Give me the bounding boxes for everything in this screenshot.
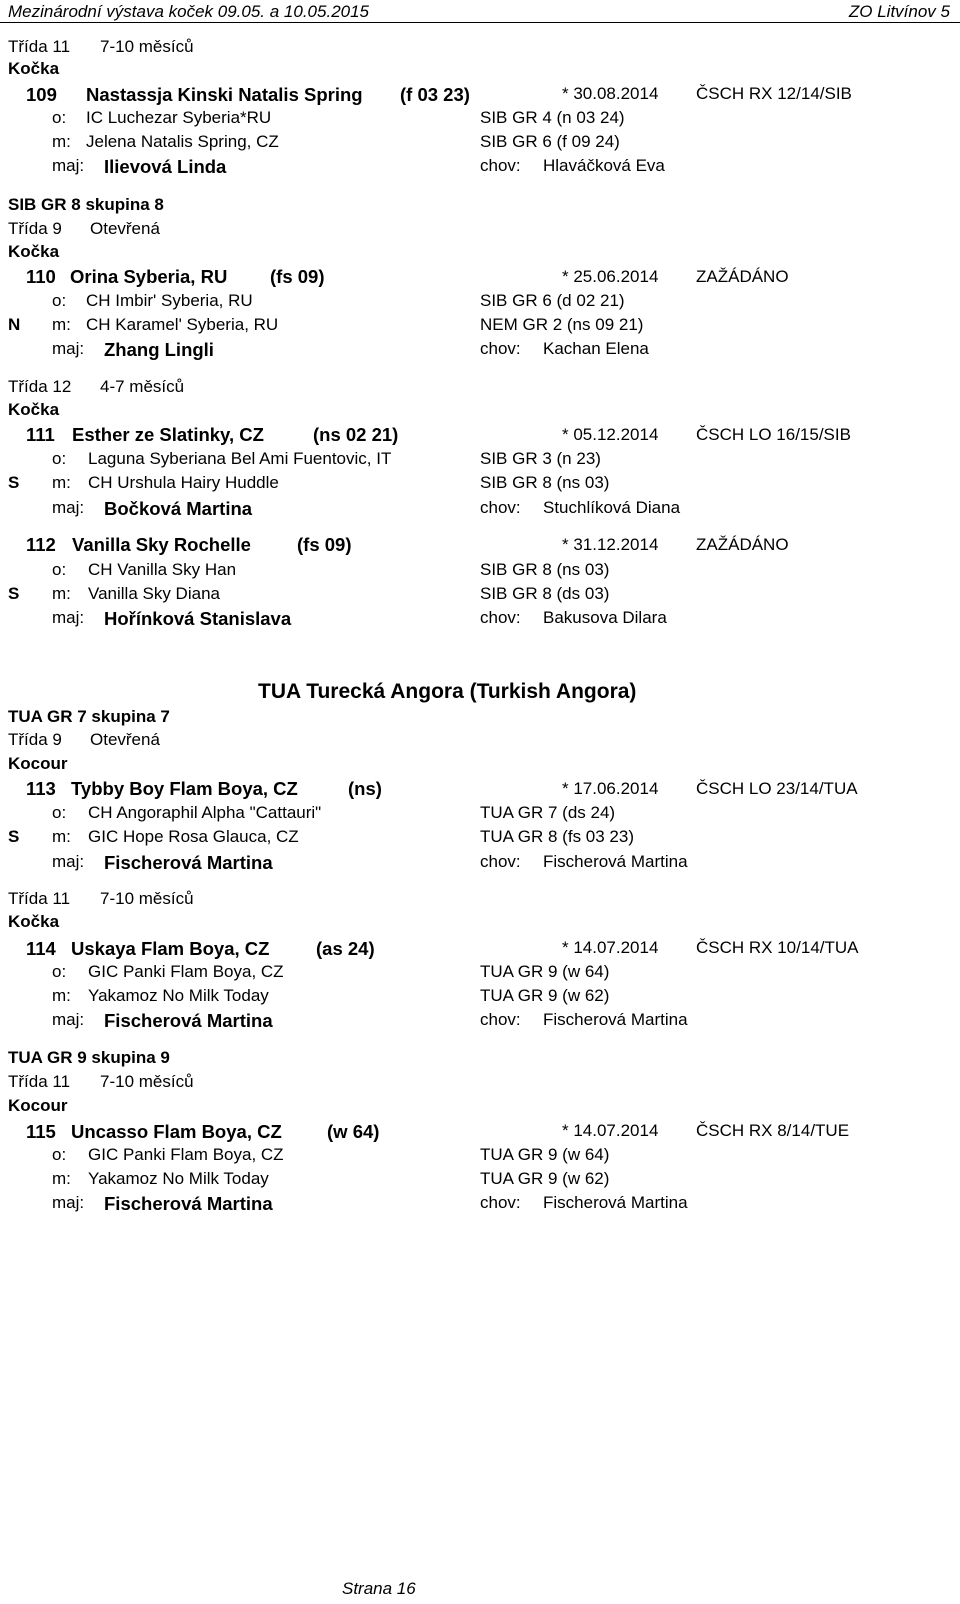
father-label: o: <box>52 560 67 579</box>
mother-label: m: <box>52 827 71 846</box>
class-value: 7-10 měsíců <box>100 889 194 908</box>
father-code: SIB GR 6 (d 02 21) <box>480 291 625 310</box>
entry-name: Vanilla Sky Rochelle <box>72 534 251 555</box>
class-value: 4-7 měsíců <box>100 377 185 396</box>
father-name: CH Angoraphil Alpha "Cattauri" <box>88 803 322 822</box>
mother-name: CH Karamel' Syberia, RU <box>86 315 279 334</box>
entry-reg: ČSCH RX 10/14/TUA <box>696 938 859 957</box>
entry-color: (fs 09) <box>297 534 352 555</box>
father-label: o: <box>52 108 67 127</box>
mother-name: Yakamoz No Milk Today <box>88 986 269 1005</box>
mother-label: m: <box>52 1169 71 1188</box>
entry-name: Uskaya Flam Boya, CZ <box>71 938 270 959</box>
mother-code: TUA GR 9 (w 62) <box>480 1169 610 1188</box>
owner-label: maj: <box>52 156 85 175</box>
entry-born: * 30.08.2014 <box>562 84 659 103</box>
entry-number: 115 <box>26 1121 56 1142</box>
breeder-name: Kachan Elena <box>543 339 649 358</box>
father-code: SIB GR 8 (ns 03) <box>480 560 610 579</box>
owner-name: Fischerová Martina <box>104 1193 273 1214</box>
breed-title: TUA Turecká Angora (Turkish Angora) <box>258 680 637 703</box>
entry-reg: ČSCH LO 23/14/TUA <box>696 779 858 798</box>
father-label: o: <box>52 962 67 981</box>
entry-born: * 14.07.2014 <box>562 1121 659 1140</box>
mother-code: SIB GR 8 (ns 03) <box>480 473 610 492</box>
father-label: o: <box>52 803 67 822</box>
father-label: o: <box>52 449 67 468</box>
mother-name: CH Urshula Hairy Huddle <box>88 473 279 492</box>
sex-label: Kočka <box>8 912 60 931</box>
breeder-name: Hlaváčková Eva <box>543 156 665 175</box>
entry-name: Uncasso Flam Boya, CZ <box>71 1121 282 1142</box>
owner-label: maj: <box>52 1010 85 1029</box>
class-value: Otevřená <box>90 730 160 749</box>
sex-label: Kočka <box>8 242 60 261</box>
entry-color: (fs 09) <box>270 266 325 287</box>
entry-reg: ZAŽÁDÁNO <box>696 267 789 286</box>
entry-reg: ZAŽÁDÁNO <box>696 535 789 554</box>
breeder-label: chov: <box>480 852 521 871</box>
breeder-name: Fischerová Martina <box>543 1010 688 1029</box>
owner-name: Bočková Martina <box>104 498 253 519</box>
sex-label: Kočka <box>8 400 60 419</box>
entry-name: Nastassja Kinski Natalis Spring <box>86 84 363 105</box>
mother-name: Yakamoz No Milk Today <box>88 1169 269 1188</box>
group-header: TUA GR 9 skupina 9 <box>8 1048 170 1067</box>
father-code: TUA GR 9 (w 64) <box>480 962 610 981</box>
entry-mark: S <box>8 473 20 492</box>
entry-reg: ČSCH RX 8/14/TUE <box>696 1121 850 1140</box>
owner-name: Fischerová Martina <box>104 1010 273 1031</box>
class-value: 7-10 měsíců <box>100 37 194 56</box>
entry-mark: N <box>8 315 21 334</box>
owner-label: maj: <box>52 498 85 517</box>
entry-number: 111 <box>26 424 55 445</box>
mother-label: m: <box>52 584 71 603</box>
breeder-label: chov: <box>480 156 521 175</box>
page-number: Strana 16 <box>342 1579 416 1598</box>
owner-label: maj: <box>52 608 85 627</box>
breeder-name: Fischerová Martina <box>543 852 688 871</box>
father-name: GIC Panki Flam Boya, CZ <box>88 1145 284 1164</box>
mother-name: Vanilla Sky Diana <box>88 584 220 603</box>
entry-color: (ns 02 21) <box>313 424 399 445</box>
breeder-name: Stuchlíková Diana <box>543 498 681 517</box>
father-label: o: <box>52 1145 67 1164</box>
entry-number: 112 <box>26 534 56 555</box>
father-name: Laguna Syberiana Bel Ami Fuentovic, IT <box>88 449 392 468</box>
class-label: Třída 9 <box>8 730 62 749</box>
owner-name: Zhang Lingli <box>104 339 214 360</box>
father-name: CH Imbir' Syberia, RU <box>86 291 253 310</box>
group-header: TUA GR 7 skupina 7 <box>8 707 170 726</box>
entry-number: 114 <box>26 938 56 959</box>
breeder-label: chov: <box>480 608 521 627</box>
owner-label: maj: <box>52 852 85 871</box>
class-value: Otevřená <box>90 219 160 238</box>
entry-born: * 14.07.2014 <box>562 938 659 957</box>
header-title: Mezinárodní výstava koček 09.05. a 10.05.2015 <box>8 2 370 21</box>
entry-color: (w 64) <box>327 1121 380 1142</box>
header-divider <box>0 22 960 23</box>
father-label: o: <box>52 291 67 310</box>
owner-name: Ilievová Linda <box>104 156 227 177</box>
entry-reg: ČSCH RX 12/14/SIB <box>696 84 852 103</box>
class-label: Třída 11 <box>8 889 71 908</box>
mother-code: TUA GR 9 (w 62) <box>480 986 610 1005</box>
entry-number: 113 <box>26 778 56 799</box>
entry-number: 109 <box>26 84 57 105</box>
father-code: TUA GR 9 (w 64) <box>480 1145 610 1164</box>
father-code: SIB GR 4 (n 03 24) <box>480 108 625 127</box>
father-code: SIB GR 3 (n 23) <box>480 449 601 468</box>
entry-born: * 05.12.2014 <box>562 425 659 444</box>
sex-label: Kocour <box>8 1096 68 1115</box>
owner-name: Hořínková Stanislava <box>104 608 292 629</box>
breeder-label: chov: <box>480 1193 521 1212</box>
entry-reg: ČSCH LO 16/15/SIB <box>696 425 851 444</box>
breeder-label: chov: <box>480 1010 521 1029</box>
mother-code: SIB GR 8 (ds 03) <box>480 584 610 603</box>
breeder-name: Fischerová Martina <box>543 1193 688 1212</box>
entry-born: * 25.06.2014 <box>562 267 659 286</box>
entry-color: (ns) <box>348 778 382 799</box>
mother-code: NEM GR 2 (ns 09 21) <box>480 315 644 334</box>
father-name: CH Vanilla Sky Han <box>88 560 237 579</box>
breeder-label: chov: <box>480 498 521 517</box>
mother-label: m: <box>52 315 71 334</box>
breeder-name: Bakusova Dilara <box>543 608 667 627</box>
mother-label: m: <box>52 473 71 492</box>
entry-color: (as 24) <box>316 938 375 959</box>
entry-name: Tybby Boy Flam Boya, CZ <box>71 778 298 799</box>
mother-name: Jelena Natalis Spring, CZ <box>86 132 279 151</box>
class-label: Třída 11 <box>8 37 71 56</box>
class-label: Třída 12 <box>8 377 72 396</box>
entry-mark: S <box>8 584 20 603</box>
mother-name: GIC Hope Rosa Glauca, CZ <box>88 827 299 846</box>
father-name: GIC Panki Flam Boya, CZ <box>88 962 284 981</box>
group-header: SIB GR 8 skupina 8 <box>8 195 164 214</box>
header-org: ZO Litvínov 5 <box>848 2 950 21</box>
sex-label: Kocour <box>8 754 68 773</box>
class-label: Třída 11 <box>8 1072 71 1091</box>
entry-color: (f 03 23) <box>400 84 470 105</box>
mother-label: m: <box>52 132 71 151</box>
mother-code: TUA GR 8 (fs 03 23) <box>480 827 634 846</box>
entry-name: Esther ze Slatinky, CZ <box>72 424 264 445</box>
owner-name: Fischerová Martina <box>104 852 273 873</box>
father-code: TUA GR 7 (ds 24) <box>480 803 616 822</box>
entry-number: 110 <box>26 266 56 287</box>
mother-label: m: <box>52 986 71 1005</box>
sex-label: Kočka <box>8 59 60 78</box>
father-name: IC Luchezar Syberia*RU <box>86 108 272 127</box>
class-value: 7-10 měsíců <box>100 1072 194 1091</box>
entry-born: * 31.12.2014 <box>562 535 659 554</box>
breeder-label: chov: <box>480 339 521 358</box>
mother-code: SIB GR 6 (f 09 24) <box>480 132 620 151</box>
entry-name: Orina Syberia, RU <box>70 266 228 287</box>
owner-label: maj: <box>52 1193 85 1212</box>
owner-label: maj: <box>52 339 85 358</box>
class-label: Třída 9 <box>8 219 62 238</box>
entry-born: * 17.06.2014 <box>562 779 659 798</box>
entry-mark: S <box>8 827 20 846</box>
